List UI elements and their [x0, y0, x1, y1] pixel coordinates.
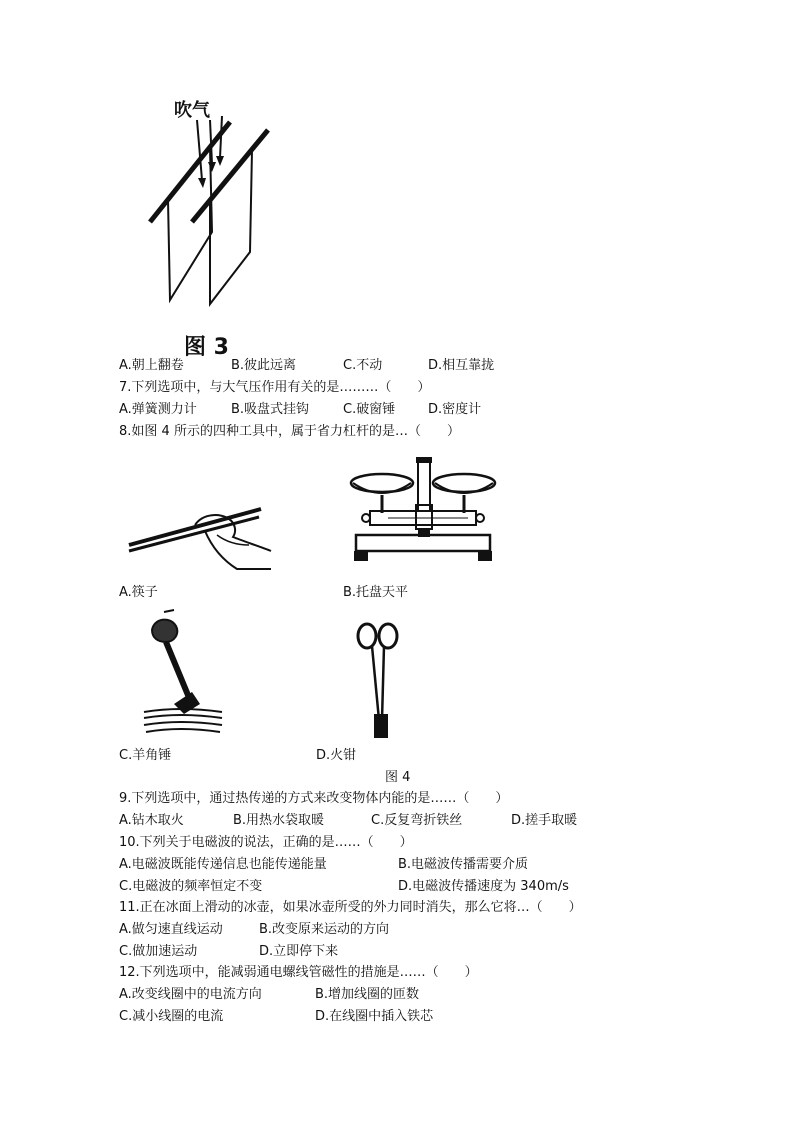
q10-stem: 10.下列关于电磁波的说法，正确的是……（ ）	[119, 835, 413, 850]
q12-option-b: B.增加线圈的匝数	[315, 987, 420, 1002]
q8-option-d: D.火钳	[316, 748, 357, 763]
q9-option-d: D.搓手取暖	[511, 813, 578, 828]
q11-option-c: C.做加速运动	[119, 944, 198, 959]
q12-option-c: C.减小线圈的电流	[119, 1009, 224, 1024]
q8-option-a: A.筷子	[119, 585, 158, 600]
fire-tongs-figure	[352, 622, 402, 742]
claw-hammer-figure	[140, 608, 225, 738]
q9-option-b: B.用热水袋取暖	[233, 813, 325, 828]
q11-option-a: A.做匀速直线运动	[119, 922, 223, 937]
blowing-papers-illustration	[140, 92, 280, 362]
blow-label: 吹气	[174, 100, 210, 121]
q11-stem: 11.正在冰面上滑动的冰壶，如果冰壶所受的外力同时消失，那么它将…（ ）	[119, 900, 582, 915]
balance-figure	[348, 455, 498, 567]
q6-option-d: D.相互靠拢	[428, 358, 495, 373]
q12-option-a: A.改变线圈中的电流方向	[119, 987, 262, 1002]
chopsticks-illustration	[125, 505, 275, 575]
q8-option-c: C.羊角锤	[119, 748, 172, 763]
q10-option-a: A.电磁波既能传递信息也能传递能量	[119, 857, 327, 872]
q10-option-b: B.电磁波传播需要介质	[398, 857, 529, 872]
q10-option-c: C.电磁波的频率恒定不变	[119, 879, 263, 894]
q7-option-d: D.密度计	[428, 402, 482, 417]
q8-option-b: B.托盘天平	[343, 585, 409, 600]
q7-option-b: B.吸盘式挂钩	[231, 402, 310, 417]
q9-option-a: A.钻木取火	[119, 813, 184, 828]
q9-option-c: C.反复弯折铁丝	[371, 813, 463, 828]
q9-stem: 9.下列选项中，通过热传递的方式来改变物体内能的是……（ ）	[119, 791, 509, 806]
q8-stem: 8.如图 4 所示的四种工具中，属于省力杠杆的是…（ ）	[119, 424, 460, 439]
q6-option-b: B.彼此远离	[231, 358, 297, 373]
q6-option-c: C.不动	[343, 358, 383, 373]
q7-option-a: A.弹簧测力计	[119, 402, 197, 417]
q12-option-d: D.在线圈中插入铁芯	[315, 1009, 434, 1024]
fire-tongs-illustration	[352, 622, 402, 742]
balance-illustration	[348, 455, 498, 567]
figure-3	[140, 92, 280, 362]
figure-3-caption: 图 3	[184, 335, 229, 360]
q10-option-d: D.电磁波传播速度为 340m/s	[398, 879, 569, 894]
q12-stem: 12.下列选项中，能减弱通电螺线管磁性的措施是……（ ）	[119, 965, 478, 980]
q6-option-a: A.朝上翻卷	[119, 358, 184, 373]
q7-option-c: C.破窗锤	[343, 402, 396, 417]
q11-option-d: D.立即停下来	[259, 944, 339, 959]
claw-hammer-illustration	[140, 608, 225, 738]
chopsticks-figure	[125, 505, 275, 575]
figure-4-caption: 图 4	[385, 770, 411, 785]
q11-option-b: B.改变原来运动的方向	[259, 922, 390, 937]
q7-stem: 7.下列选项中，与大气压作用有关的是………（ ）	[119, 380, 431, 395]
